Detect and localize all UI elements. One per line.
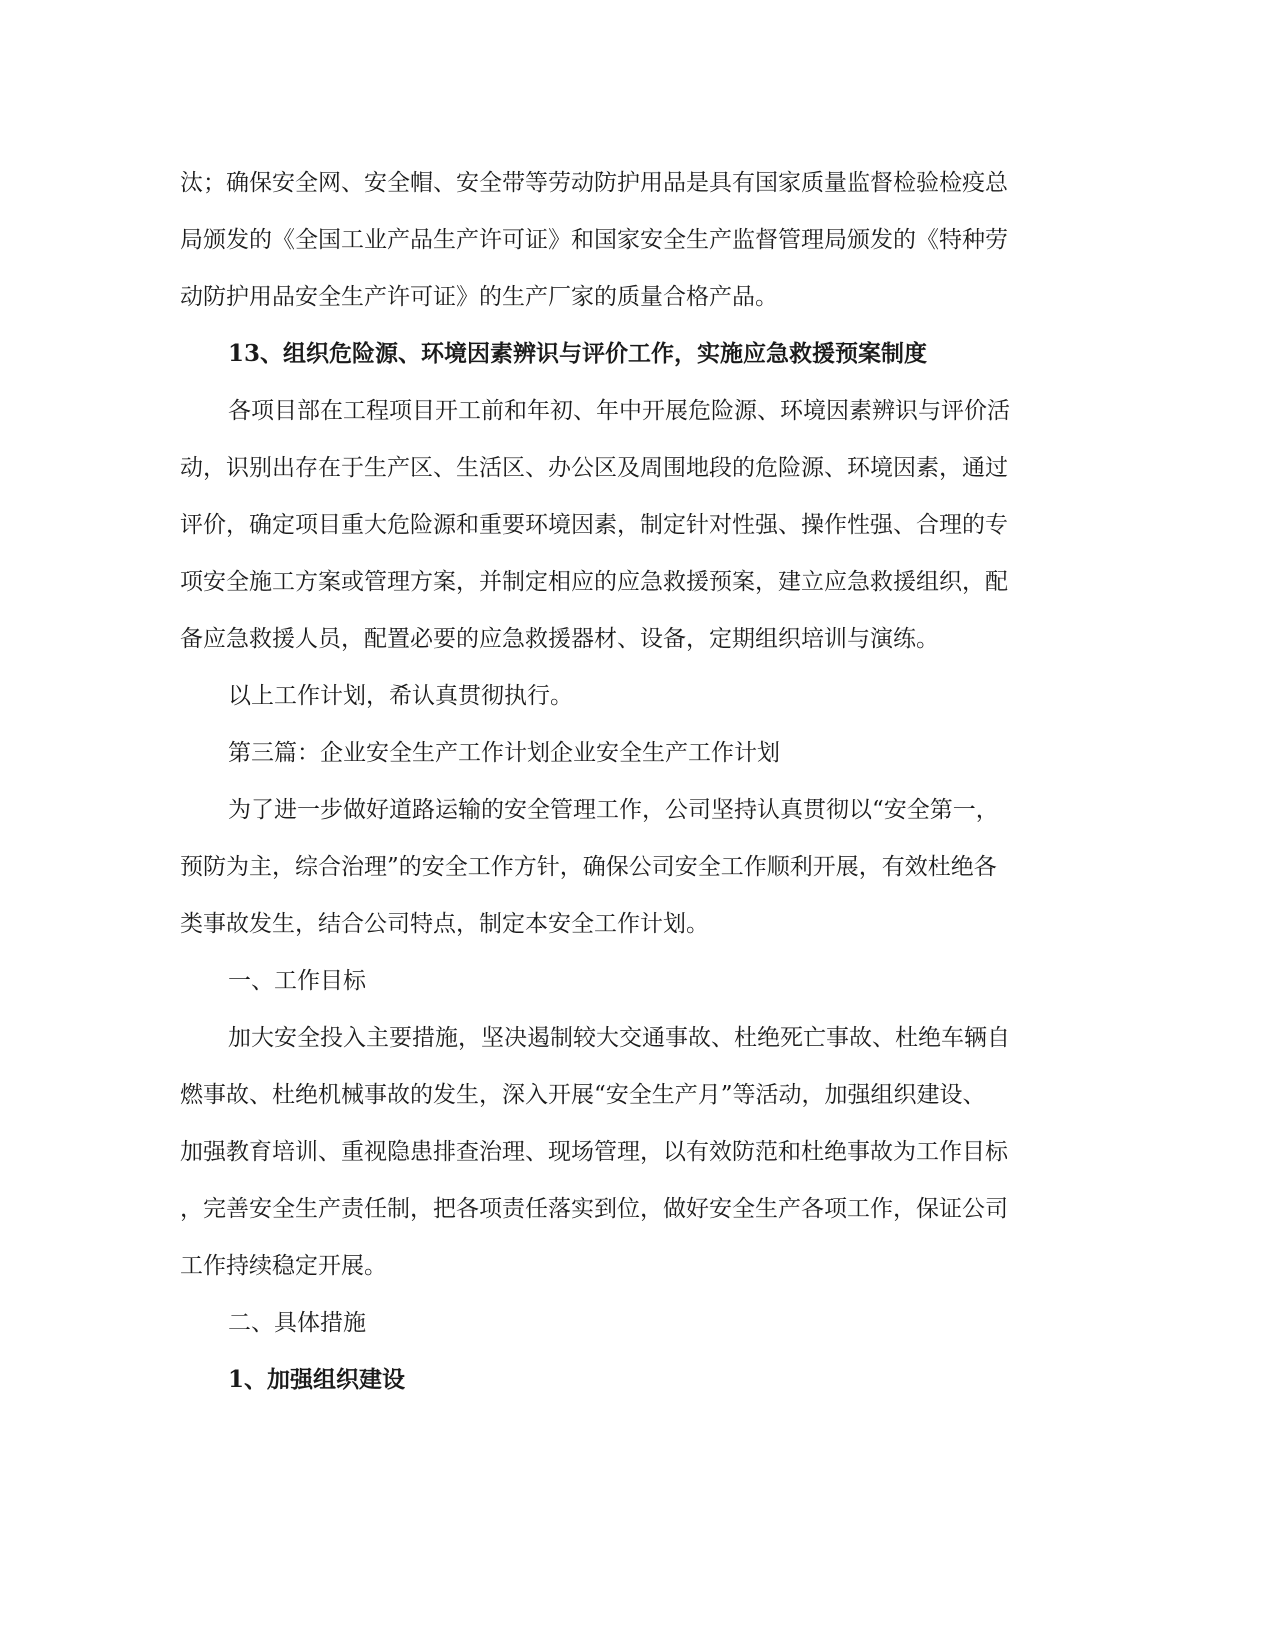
text-line: 以上工作计划，希认真贯彻执行。 [228,683,573,709]
text-line: ，完善安全生产责任制，把各项责任落实到位，做好安全生产各项工作，保证公司 [180,1196,1008,1222]
text-line: 加大安全投入主要措施，坚决遏制较大交通事故、杜绝死亡事故、杜绝车辆自 [228,1025,1010,1051]
text-line: 动，识别出存在于生产区、生活区、办公区及周围地段的危险源、环境因素，通过 [180,455,1008,481]
text-line: 动防护用品安全生产许可证》的生产厂家的质量合格产品。 [180,284,778,310]
text-line: 备应急救援人员，配置必要的应急救援器材、设备，定期组织培训与演练。 [180,626,939,652]
text-line: 燃事故、杜绝机械事故的发生，深入开展“安全生产月”等活动，加强组织建设、 [180,1082,986,1108]
chapter-title: 第三篇：企业安全生产工作计划企业安全生产工作计划 [228,740,780,766]
text-line: 加强教育培训、重视隐患排查治理、现场管理，以有效防范和杜绝事故为工作目标 [180,1139,1008,1165]
text-line: 预防为主，综合治理”的安全工作方针，确保公司安全工作顺利开展，有效杜绝各 [180,854,997,880]
text-line: 项安全施工方案或管理方案，并制定相应的应急救援预案，建立应急救援组织，配 [180,569,1008,595]
section-heading: 二、具体措施 [228,1310,366,1336]
subsection-heading: 1、加强组织建设 [228,1366,406,1393]
section-heading: 13、组织危险源、环境因素辨识与评价工作，实施应急救援预案制度 [228,340,928,367]
text-line: 评价，确定项目重大危险源和重要环境因素，制定针对性强、操作性强、合理的专 [180,512,1008,538]
text-line: 为了进一步做好道路运输的安全管理工作，公司坚持认真贯彻以“安全第一， [228,797,999,823]
text-line: 类事故发生，结合公司特点，制定本安全工作计划。 [180,911,709,937]
text-line: 局颁发的《全国工业产品生产许可证》和国家安全生产监督管理局颁发的《特种劳 [180,227,1008,253]
section-heading: 一、工作目标 [228,968,366,994]
text-line: 各项目部在工程项目开工前和年初、年中开展危险源、环境因素辨识与评价活 [228,398,1010,424]
text-line: 工作持续稳定开展。 [180,1253,387,1279]
text-line: 汰；确保安全网、安全帽、安全带等劳动防护用品是具有国家质量监督检验检疫总 [180,170,1008,196]
